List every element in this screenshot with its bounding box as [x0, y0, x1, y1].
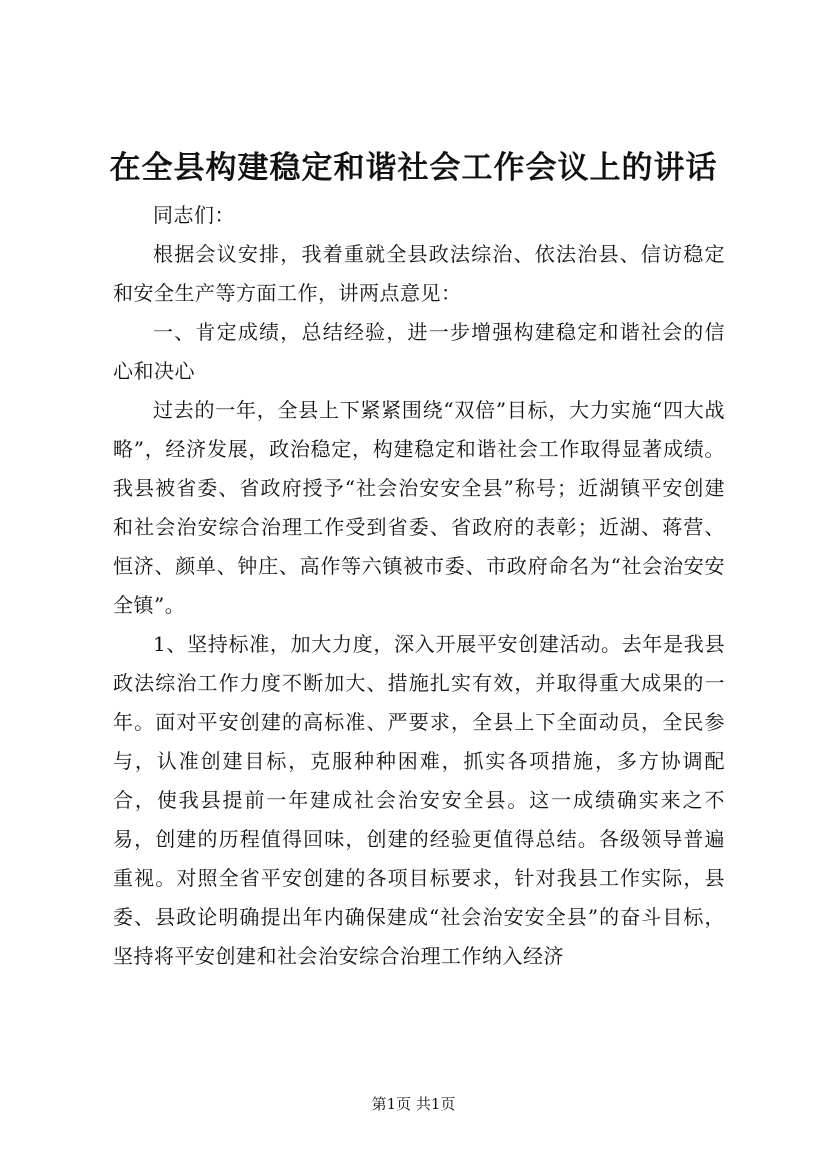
section-heading: 一、肯定成绩，总结经验，进一步增强构建稳定和谐社会的信心和决心: [113, 320, 725, 383]
salutation-paragraph: 同志们：: [153, 203, 235, 227]
document-title: 在全县构建稳定和谐社会工作会议上的讲话: [109, 150, 718, 186]
body-paragraph: 1、坚持标准，加大力度，深入开展平安创建活动。去年是我县政法综治工作力度不断加大、措施扎实有效，并取得重大成果的一年。面对平安创建的高标准、严要求，全县上下全面动员，全民参与，认准创建目标，克服种种困难，抓实各项措施，多方协调配合，使我县提前一年建成社会治安安全县。这一成绩确实来之不易，创建的历程值得回味，创建的经验更值得总结。各级领导普遍重视。对照全省平安创建的各项目标要求，针对我县工作实际，县委、县政论明确提出年内确保建成“社会治安安全县”的奋斗目标，坚持将平安创建和社会治安综合治理工作纳入经济: [113, 632, 725, 968]
page-number-footer: 第1页 共1页: [371, 1095, 456, 1113]
document-body: [113, 196, 725, 976]
body-paragraph: 过去的一年，全县上下紧紧围绕“双倍”目标，大力实施“四大战略”，经济发展，政治稳定，构建稳定和谐社会工作取得显著成绩。我县被省委、省政府授予“社会治安安全县”称号；近湖镇平安创建和社会治安综合治理工作受到省委、省政府的表彰；近湖、蒋营、恒济、颜单、钟庄、高作等六镇被市委、市政府命名为“社会治安安全镇”。: [113, 398, 725, 617]
intro-paragraph: 根据会议安排，我着重就全县政法综治、依法治县、信访稳定和安全生产等方面工作，讲两点意见：: [113, 242, 725, 305]
